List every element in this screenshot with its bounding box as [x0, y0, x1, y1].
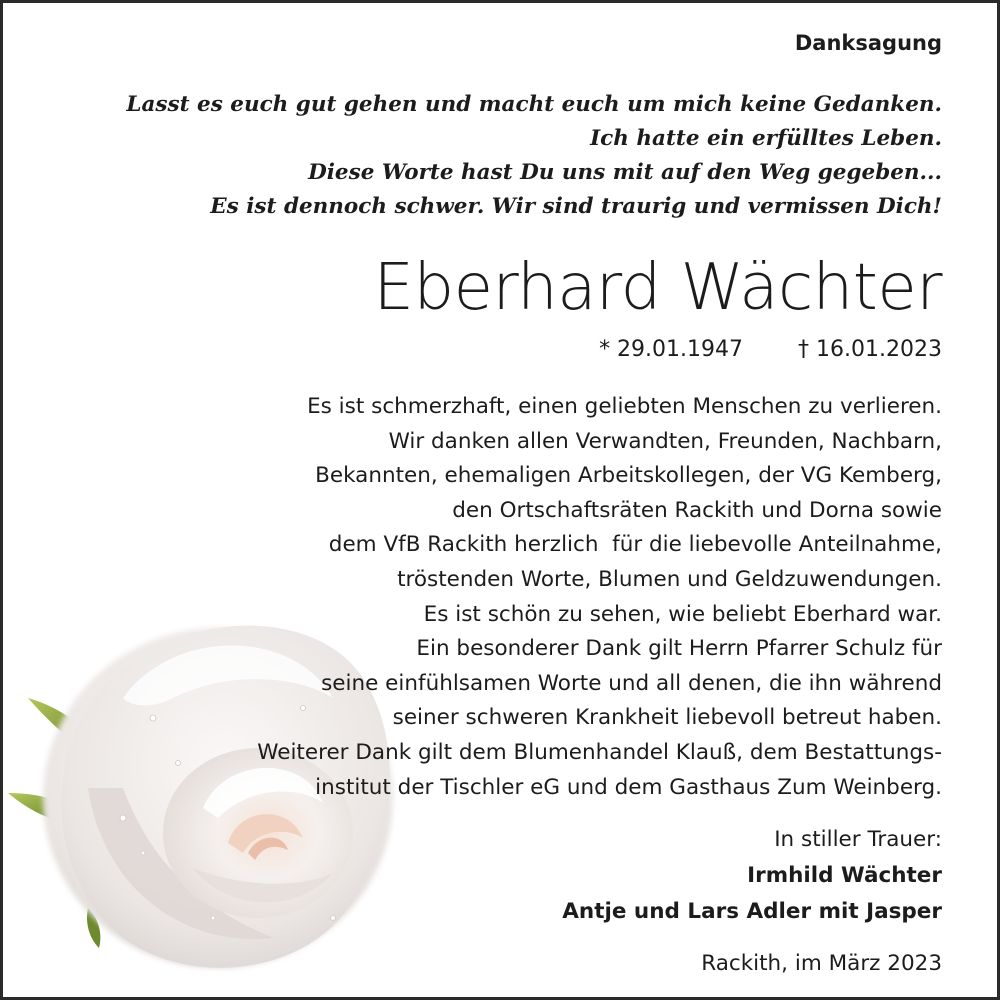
quote-line: Diese Worte hast Du uns mit auf den Weg gegeben... — [308, 160, 942, 185]
deceased-name: Eberhard Wächter — [373, 251, 942, 325]
death-date: † 16.01.2023 — [798, 337, 942, 362]
quote-line: Es ist dennoch schwer. Wir sind traurig und vermissen Dich! — [210, 194, 942, 219]
body-line: den Ortschaftsräten Rackith und Dorna sowie — [452, 497, 942, 523]
body-line: Es ist schmerzhaft, einen geliebten Menschen zu verlieren. — [307, 394, 942, 419]
birth-date: * 29.01.1947 — [599, 337, 744, 362]
notice-heading: Danksagung — [794, 31, 942, 55]
body-line: tröstenden Worte, Blumen und Geldzuwendungen. — [397, 566, 942, 592]
body-line: Weiterer Dank gilt dem Blumenhandel Klauß, dem Bestattungs- — [257, 739, 942, 765]
signature-intro: In stiller Trauer: — [774, 827, 942, 852]
quote-line: Ich hatte ein erfülltes Leben. — [590, 126, 942, 151]
body-line: Wir danken allen Verwandten, Freunden, Nachbarn, — [388, 428, 942, 454]
mourners-signature — [562, 822, 942, 930]
body-line: seiner schweren Krankheit liebevoll betreut haben. — [392, 705, 942, 731]
mourner-name: Antje und Lars Adler mit Jasper — [562, 899, 942, 924]
thank-you-text — [42, 390, 942, 805]
life-dates — [599, 334, 942, 366]
body-line: Ein besonderer Dank gilt Herrn Pfarrer Schulz für — [416, 636, 942, 662]
body-line: Es ist schön zu sehen, wie beliebt Eberhard war. — [423, 601, 942, 627]
place-and-date: Rackith, im März 2023 — [701, 951, 942, 976]
quote-line: Lasst es euch gut gehen und macht euch um mich keine Gedanken. — [126, 92, 942, 117]
body-line: Bekannten, ehemaligen Arbeitskollegen, der VG Kemberg, — [315, 463, 942, 489]
mourner-name: Irmhild Wächter — [747, 863, 942, 888]
body-line: seine einfühlsamen Worte und all denen, die ihn während — [321, 670, 942, 696]
body-line: institut der Tischler eG und dem Gasthaus Zum Weinberg. — [315, 774, 942, 800]
farewell-quote — [42, 88, 942, 224]
body-line: dem VfB Rackith herzlich für die liebevolle Anteilnahme, — [328, 532, 942, 558]
